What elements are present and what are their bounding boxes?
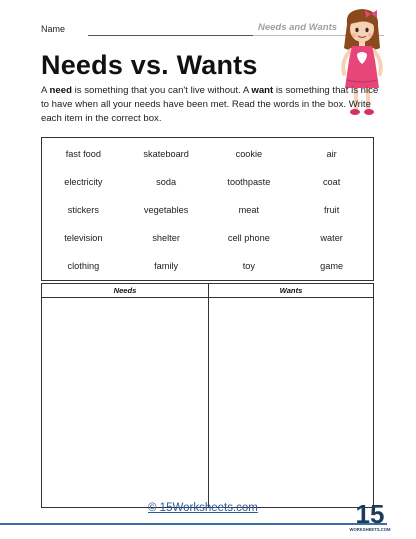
word-bank-grid: [42, 145, 373, 285]
want-keyword: want: [251, 85, 274, 96]
word-bank-item: stickers: [67, 205, 99, 215]
word-bank-item: toothpaste: [227, 177, 271, 187]
word-bank-item: meat: [238, 205, 260, 215]
logo-number: 15: [355, 499, 385, 529]
copyright-link[interactable]: © 15Worksheets.com: [148, 502, 258, 514]
sorting-table: [41, 283, 374, 508]
wants-answer-area[interactable]: [209, 299, 374, 507]
word-bank-item: soda: [156, 177, 177, 187]
word-bank-item: skateboard: [143, 149, 189, 159]
instructions-paragraph: [41, 84, 381, 127]
worksheet-topic: Needs and Wants: [258, 22, 338, 33]
page-title: Needs vs. Wants: [41, 50, 258, 80]
word-bank-item: water: [320, 233, 343, 243]
instructions-text-3: is something that is nice to have when all your needs have been met. Read the words in the box. Write each item in the correct box.: [41, 85, 379, 125]
word-bank-item: family: [154, 261, 179, 271]
footer-divider: [0, 523, 387, 525]
word-bank-item: toy: [242, 261, 255, 271]
word-bank-item: clothing: [67, 261, 100, 271]
word-bank-item: game: [320, 261, 344, 271]
name-write-line[interactable]: [88, 35, 253, 36]
needs-answer-area[interactable]: [42, 299, 208, 507]
needs-column-header: Needs: [113, 286, 137, 295]
word-bank-item: fast food: [65, 149, 101, 159]
word-bank-item: air: [326, 149, 337, 159]
15worksheets-logo-icon: [349, 497, 391, 533]
word-bank-item: fruit: [323, 205, 340, 215]
word-bank-item: cookie: [235, 149, 263, 159]
word-bank-item: vegetables: [143, 205, 189, 215]
instructions-text-1: A: [41, 85, 50, 96]
word-bank-item: cell phone: [227, 233, 270, 243]
word-bank-item: television: [64, 233, 103, 243]
logo-text: WORKSHEETS.COM: [349, 527, 391, 532]
word-bank-item: electricity: [64, 177, 103, 187]
word-bank-item: coat: [322, 177, 341, 187]
word-bank-item: shelter: [152, 233, 180, 243]
wants-column-header: Wants: [279, 286, 303, 295]
word-bank-box: [41, 137, 374, 281]
need-keyword: need: [49, 85, 72, 96]
name-label: Name: [41, 24, 66, 34]
instructions-text-2: is something that you can't live without. A: [71, 85, 252, 96]
